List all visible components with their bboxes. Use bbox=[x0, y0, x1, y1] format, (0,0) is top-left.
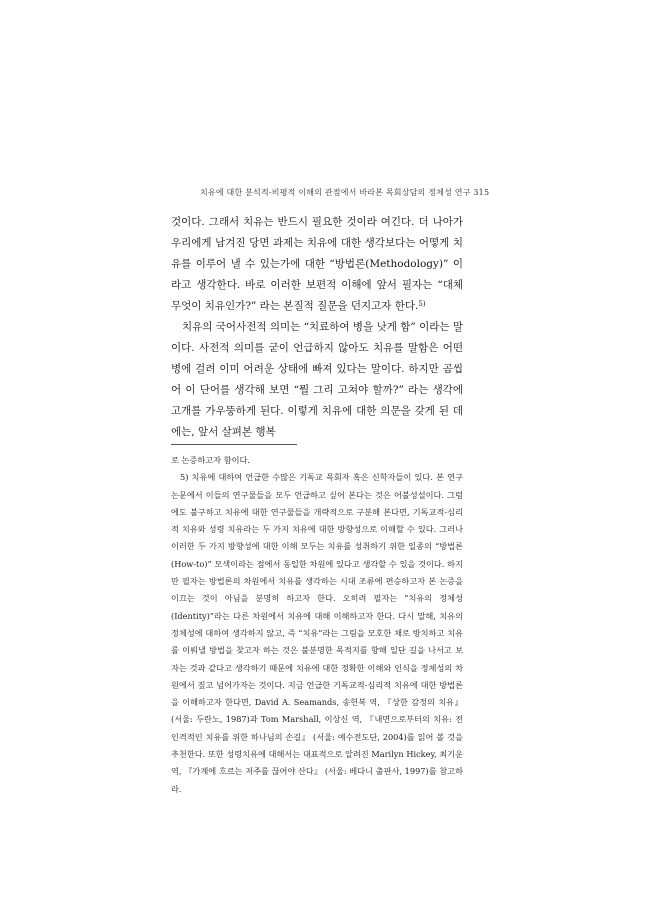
running-title: 치유에 대한 분석적-비평적 이해의 관점에서 바라본 목회상담의 정체성 연구 bbox=[200, 188, 471, 197]
page-number: 315 bbox=[473, 188, 490, 197]
footnote-divider bbox=[171, 444, 297, 445]
footnote-reference[interactable]: 5) bbox=[418, 300, 426, 308]
footnote-5: 5) 치유에 대하여 언급한 수많은 기독교 목회자 혹은 신학자들이 있다. 본 연구논문에서 이들의 연구물들을 모두 언급하고 싶어 본다는 것은 어불성설이다. 그럼에도 불구하고 치유에 대한 연구물들을 개략적으로 구분해 본다면, 기독교적-심리적 치유와 성령 치유라는 두 가지 치유에 대한 방향성으로 이해할 수 있다. 그러나 이러한 두 가지 방향성에 대한 이해 모두는 치유를 성취하기 위한 일종의 “방법론(How-to)” 모색이라는 점에서 동일한 차원에 있다고 생각할 수 있을 것이다. 하지만 필자는 방법론의 차원에서 치유를 생각하는 시대 조류에 편승하고자 본 논증을 이끄는 것이 아님을 분명히 하고자 한다. 오히려 필자는 “치유의 정체성(Identity)”라는 다른 차원에서 치유에 대해 이해하고자 한다. 다시 말해, 치유의 정체성에 대하여 생각하지 않고, 즉 “치유”라는 그림을 모호한 채로 방치하고 치유를 이뤄낼 방법을 찾고자 하는 것은 불분명한 목적지를 향해 일단 길을 나서고 보자는 것과 같다고 생각하기 때문에 치유에 대한 정확한 이해와 인식을 정체성의 차원에서 짚고 넘어가자는 것이다. 지금 언급한 기독교적-심리적 치유에 대한 방법론을 이해하고자 한다면, David A. Seamands, 송헌복 역, 『상한 감정의 치유』 (서울: 두란노, 1987)과 Tom Marshall, 이상신 역, 『내면으로부터의 치유: 전인격적인 치유를 위한 하나님의 손길』 (서울: 예수전도단, 2004)를 읽어 볼 것을 추천한다. 또한 성령치유에 대해서는 대표적으로 알려진 Marilyn Hickey, 최기운 역, 『가계에 흐르는 저주를 끊어야 산다』 (서울: 베다니 출판사, 1997)를 참고하라. bbox=[171, 472, 463, 794]
running-header bbox=[200, 187, 490, 198]
main-text bbox=[171, 212, 463, 443]
paragraph-2: 치유의 국어사전적 의미는 “치료하여 병을 낫게 함” 이라는 말이다. 사전적 의미를 굳이 언급하지 않아도 치유를 말함은 어떤 병에 걸려 이미 어려운 상태에 빠져 있다는 말이다. 하지만 곰씹어 이 단어를 생각해 보면 “뭘 그리 고쳐야 할까?” 라는 생각에 고개를 가우뚱하게 된다. 이렇게 치유에 대한 의문을 갖게 된 데에는, 앞서 살펴본 행복 bbox=[171, 321, 463, 438]
paragraph-1-text: 것이다. 그래서 치유는 반드시 필요한 것이라 여긴다. 더 나아가 우리에게 남겨진 당면 과제는 치유에 대한 생각보다는 어떻게 치유를 이루어 낼 수 있는가에 대한 “방법론(Methodology)” 이라고 생각한다. 바로 이러한 보편적 이해에 앞서 필자는 “대체 무엇이 치유인가?” 라는 본질적 질문을 던지고자 한다. bbox=[171, 216, 463, 312]
paragraph-1 bbox=[171, 212, 463, 317]
footnotes bbox=[171, 452, 463, 798]
footnote-continuation: 로 논증하고자 함이다. bbox=[171, 455, 250, 465]
